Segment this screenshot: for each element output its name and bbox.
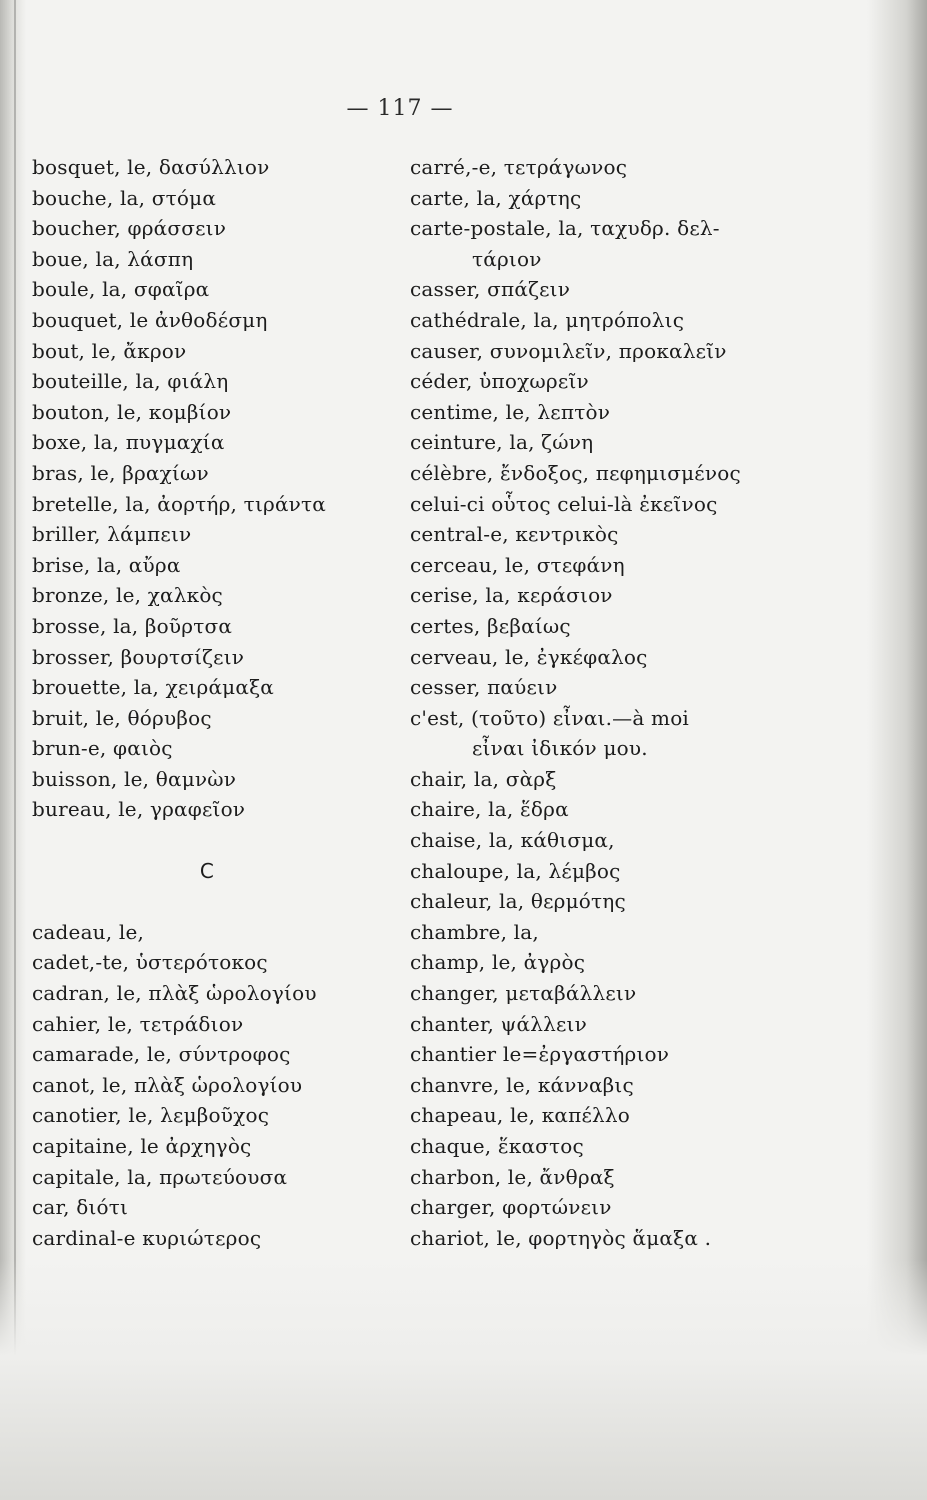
dictionary-entry: célèbre, ἔνδοξος, πεφημισμένος <box>410 460 741 485</box>
dictionary-entry: bosquet, le, δασύλλιον <box>32 155 270 179</box>
dictionary-entry: chariot, le, φορτηγὸς ἅμαξα . <box>410 1225 712 1250</box>
dictionary-entry: buisson, le, θαμνὼν <box>32 766 237 791</box>
dictionary-entry: brise, la, αὔρα <box>32 552 181 577</box>
page-number: — 117 — <box>346 96 454 121</box>
dictionary-entry: cardinal-e κυριώτερος <box>32 1225 262 1250</box>
dictionary-entry: cesser, παύειν <box>410 675 558 700</box>
dictionary-entry: changer, μεταβάλλειν <box>410 981 637 1006</box>
dictionary-entry: carré,-e, τετράγωνος <box>410 155 628 179</box>
dictionary-entry: chaise, la, κάθισμα, <box>410 828 615 853</box>
blank-line <box>32 886 402 917</box>
dictionary-entry: bras, le, βραχίων <box>32 460 209 485</box>
dictionary-entry: cerceau, le, στεφάνη <box>410 552 625 577</box>
right-column <box>410 152 790 1253</box>
dictionary-entry: charger, φορτώνειν <box>410 1195 612 1220</box>
dictionary-entry: cathédrale, la, μητρόπολις <box>410 307 685 332</box>
dictionary-entry: casser, σπάζειν <box>410 277 571 302</box>
dictionary-entry: chaque, ἕκαστος <box>410 1134 584 1158</box>
dictionary-entry: bronze, le, χαλκὸς <box>32 583 223 608</box>
dictionary-entry: bouton, le, κομβίον <box>32 399 232 424</box>
dictionary-entry: cerveau, le, ἐγκέφαλος <box>410 644 648 669</box>
dictionary-entry: causer, συνομιλεῖν, προκαλεῖν <box>410 338 727 363</box>
dictionary-entry: boxe, la, πυγμαχία <box>32 430 225 455</box>
dictionary-entry: bout, le, ἄκρον <box>32 338 187 363</box>
dictionary-entry: capitale, la, πρωτεύουσα <box>32 1164 288 1189</box>
dictionary-entry: bouche, la, στόμα <box>32 185 217 210</box>
dictionary-entry: ceinture, la, ζώνη <box>410 430 594 455</box>
dictionary-entry: canotier, le, λεμβοῦχος <box>32 1103 270 1128</box>
dictionary-entry: certes, βεβαίως <box>410 613 571 638</box>
dictionary-entry: car, διότι <box>32 1195 129 1220</box>
dictionary-entry: central-e, κεντρικὸς <box>410 522 619 547</box>
dictionary-entry: cahier, le, τετράδιον <box>32 1011 244 1036</box>
dictionary-entry: chaloupe, la, λέμβος <box>410 858 621 883</box>
dictionary-entry: chapeau, le, καπέλλο <box>410 1103 631 1128</box>
dictionary-entry-continuation: εἶναι ἰδικόν μου. <box>472 736 648 761</box>
section-letter-heading: C <box>199 858 215 883</box>
dictionary-entry: chanvre, le, κάνναβις <box>410 1072 634 1097</box>
dictionary-entry: chaleur, la, θερμότης <box>410 889 626 914</box>
dictionary-entry: chanter, ψάλλειν <box>410 1011 587 1036</box>
dictionary-entry: boule, la, σφαῖρα <box>32 277 210 302</box>
dictionary-entry: cadeau, le, <box>32 919 145 944</box>
dictionary-entry: champ, le, ἀγρὸς <box>410 950 586 975</box>
dictionary-entry: bruit, le, θόρυβος <box>32 705 212 730</box>
dictionary-entry: brosse, la, βοῦρτσα <box>32 613 233 638</box>
left-column <box>32 152 402 1253</box>
dictionary-entry: brouette, la, χειράμαξα <box>32 675 274 700</box>
dictionary-entry: bureau, le, γραφεῖον <box>32 797 246 822</box>
dictionary-entry: canot, le, πλὰξ ὡρολογίου <box>32 1072 303 1097</box>
dictionary-entry: chaire, la, ἕδρα <box>410 797 569 822</box>
dictionary-entry: c'est, (τοῦτο) εἶναι.—à moi <box>410 705 690 730</box>
dictionary-entry: briller, λάμπειν <box>32 522 192 547</box>
dictionary-entry: cadet,-te, ὑστερότοκος <box>32 950 268 975</box>
dictionary-entry: camarade, le, σύντροφος <box>32 1042 291 1067</box>
dictionary-entry: celui-ci οὗτος celui-là ἐκεῖνος <box>410 491 718 516</box>
dictionary-entry: capitaine, le ἀρχηγὸς <box>32 1134 252 1158</box>
blank-line <box>32 825 402 856</box>
dictionary-entry: brun-e, φαιὸς <box>32 736 173 761</box>
dictionary-entry: charbon, le, ἄνθραξ <box>410 1164 615 1189</box>
dictionary-entry: boucher, φράσσειν <box>32 216 227 241</box>
dictionary-entry: centime, le, λεπτὸν <box>410 399 611 424</box>
dictionary-entry: carte-postale, la, ταχυδρ. δελ- <box>410 216 720 241</box>
dictionary-entry-continuation: τάριον <box>472 246 542 271</box>
dictionary-entry: chambre, la, <box>410 919 539 944</box>
page-edge-bottom-shadow <box>0 1260 927 1500</box>
dictionary-entry: brosser, βουρτσίζειν <box>32 644 245 669</box>
dictionary-entry: bouteille, la, φιάλη <box>32 369 229 394</box>
dictionary-entry: céder, ὑποχωρεῖν <box>410 369 589 394</box>
dictionary-entry: bretelle, la, ἀορτήρ, τιράντα <box>32 491 326 516</box>
dictionary-entry: chantier le=ἐργαστήριον <box>410 1042 670 1067</box>
dictionary-entry: bouquet, le ἀνθοδέσμη <box>32 307 268 332</box>
dictionary-entry: chair, la, σὰρξ <box>410 766 557 791</box>
dictionary-entry: cerise, la, κεράσιον <box>410 583 613 608</box>
dictionary-entry: cadran, le, πλὰξ ὡρολογίου <box>32 981 317 1006</box>
dictionary-entry: boue, la, λάσπη <box>32 246 194 271</box>
dictionary-entry: carte, la, χάρτης <box>410 185 582 210</box>
